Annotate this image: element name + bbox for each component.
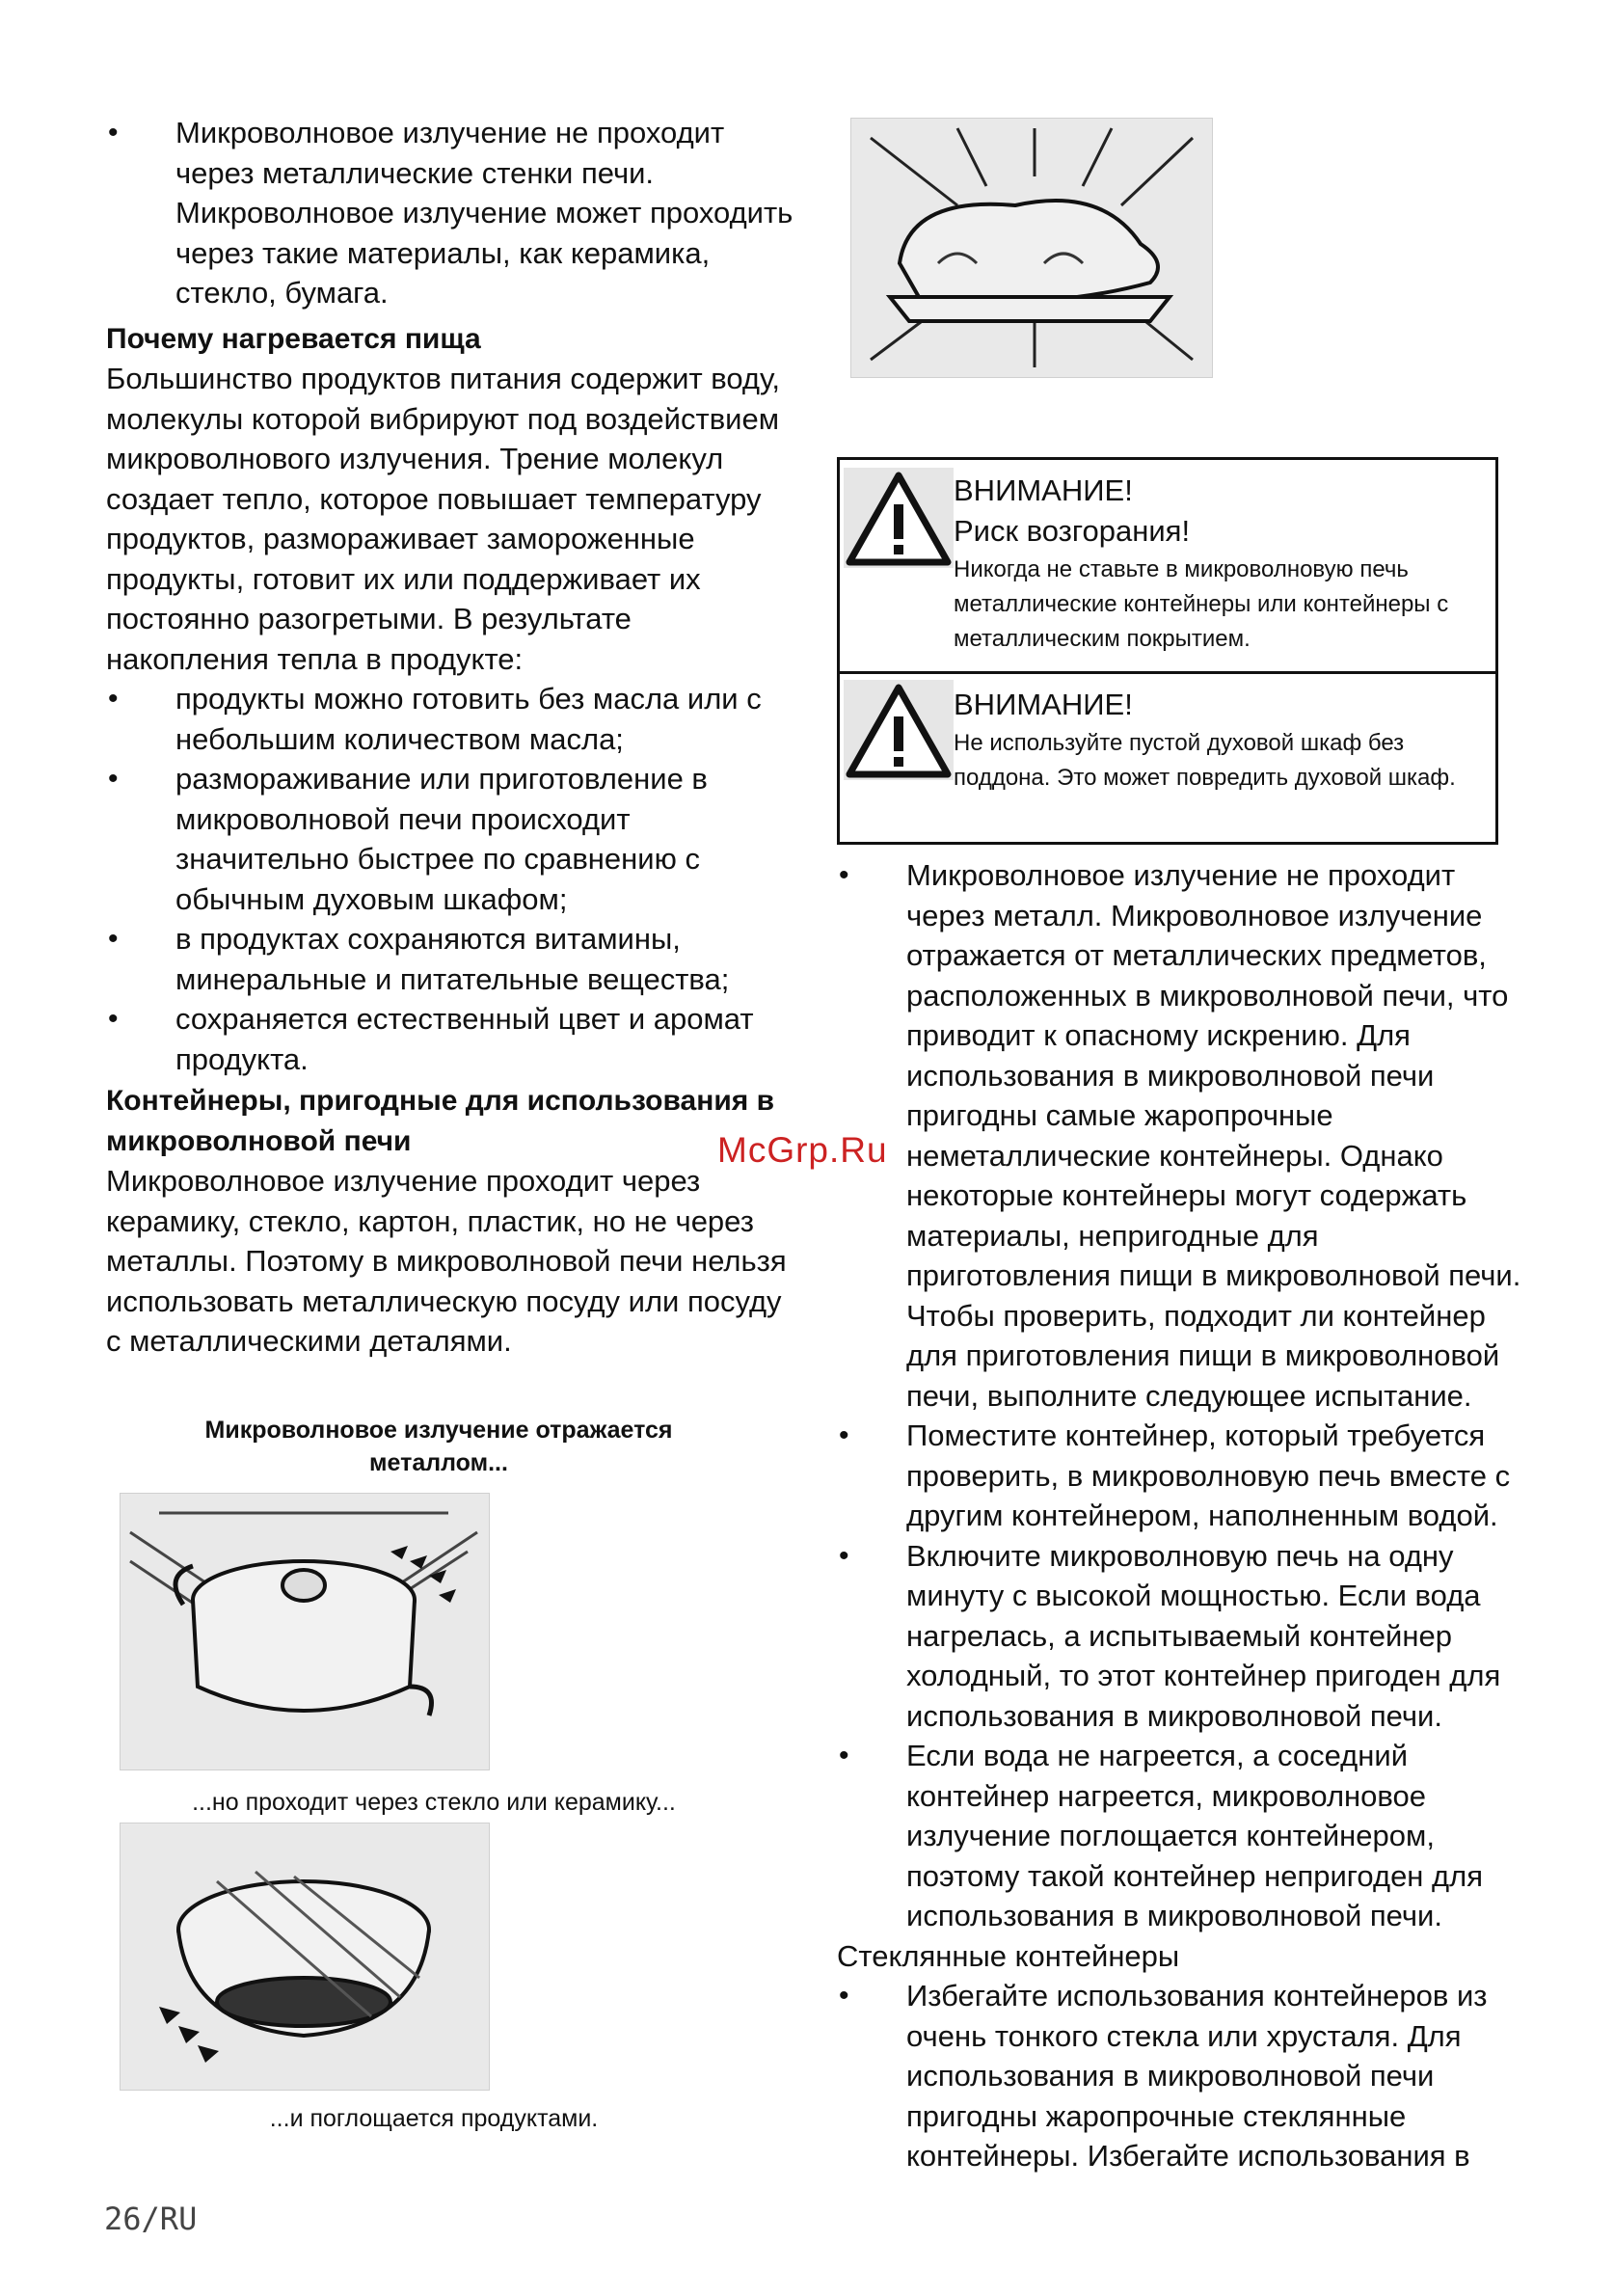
list-item: • размораживание или приготовление в микроволновой печи происходит значительно быстрее по сравнению с обычным духовым шкафом;	[106, 759, 800, 919]
page-number: 26/RU	[104, 2201, 198, 2237]
figure-glass-bowl	[120, 1823, 490, 2091]
list-item: • Микроволновое излучение не проходит через металлические стенки печи. Микроволновое излучение может проходить через такие материалы, как керамика, стекло, бумага.	[106, 113, 800, 313]
list-item: • Включите микроволновую печь на одну минуту с высокой мощностью. Если вода нагрелась, а испытываемый контейнер холодный, то этот контейнер пригоден для использования в микроволновой печи.	[837, 1536, 1521, 1737]
warning-text: Не используйте пустой духовой шкаф без поддона. Это может повредить духовой шкаф.	[954, 730, 1456, 791]
warning-divider	[840, 671, 1495, 674]
figure-food-absorb	[850, 118, 1213, 378]
warning-title: ВНИМАНИЕ!	[954, 688, 1133, 721]
warning-triangle-icon	[844, 468, 954, 568]
containers-heading: Контейнеры, пригодные для использования в микроволновой печи	[106, 1085, 775, 1157]
warning-triangle-icon	[844, 680, 954, 780]
glass-heading: Стеклянные контейнеры	[837, 1938, 1180, 1973]
warning-title: ВНИМАНИЕ!	[954, 473, 1133, 507]
list-item: • Если вода не нагреется, а соседний контейнер нагреется, микроволновое излучение поглощается контейнером, поэтому такой контейнер непригоден для использования в микроволновой печи.	[837, 1736, 1521, 1936]
list-item: • Микроволновое излучение не проходит через металл. Микроволновое излучение отражается от металлических предметов, расположенных в микроволновой печи, что приводит к опасному искрению. Для использования в микроволновой печи пригодны самые жаропрочные неметаллические контейнеры. Однако некоторые контейнеры могут содержать материалы, непригодные для приготовления пищи в микроволновой печи. Чтобы проверить, подходит ли контейнер для приготовления пищи в микроволновой печи, выполните следующее испытание.	[837, 855, 1521, 1416]
heat-paragraph: Большинство продуктов питания содержит воду, молекулы которой вибрируют под воздействием микроволнового излучения. Трение молекул создает тепло, которое повышает температуру продуктов, размораживает замороженные продукты, готовит их или поддерживает их постоянно разогретыми. В результате накопления тепла в продукте:	[106, 362, 781, 676]
watermark: McGrp.Ru	[717, 1130, 888, 1170]
warning-text: Никогда не ставьте в микроволновую печь металлические контейнеры или контейнеры с металлическим покрытием.	[954, 556, 1449, 652]
list-item: • продукты можно готовить без масла или с небольшим количеством масла;	[106, 679, 800, 759]
list-item: • в продуктах сохраняются витамины, минеральные и питательные вещества;	[106, 919, 800, 999]
list-item: • Избегайте использования контейнеров из очень тонкого стекла или хрусталя. Для использования в микроволновой печи пригодны жаропрочные стеклянные контейнеры. Избегайте использования в	[837, 1976, 1521, 2176]
figure-metal-pot	[120, 1493, 490, 1770]
list-item: • Поместите контейнер, который требуется проверить, в микроволновую печь вместе с другим контейнером, наполненным водой.	[837, 1416, 1521, 1536]
caption-absorb: ...и поглощается продуктами.	[269, 2105, 599, 2132]
right-column	[837, 855, 1521, 2176]
containers-paragraph: Микроволновое излучение проходит через керамику, стекло, картон, пластик, но не через металлы. Поэтому в микроволновой печи нельзя использовать металлическую посуду или посуду с металлическими деталями.	[106, 1164, 787, 1358]
caption-pass: ...но проходит через стекло или керамику...	[192, 1789, 676, 1816]
list-item: • сохраняется естественный цвет и аромат продукта.	[106, 999, 800, 1079]
warning-subtitle: Риск возгорания!	[954, 514, 1191, 548]
glass-bullet-list	[837, 1976, 1521, 2176]
caption-reflect: Микроволновое излучение отражается металлом...	[204, 1417, 673, 1476]
heat-heading: Почему нагревается пища	[106, 322, 481, 355]
intro-bullet-list	[106, 113, 800, 313]
heat-bullet-list	[106, 679, 800, 1079]
test-bullet-list	[837, 855, 1521, 1936]
left-column	[106, 113, 800, 1362]
warning-box	[837, 457, 1498, 845]
